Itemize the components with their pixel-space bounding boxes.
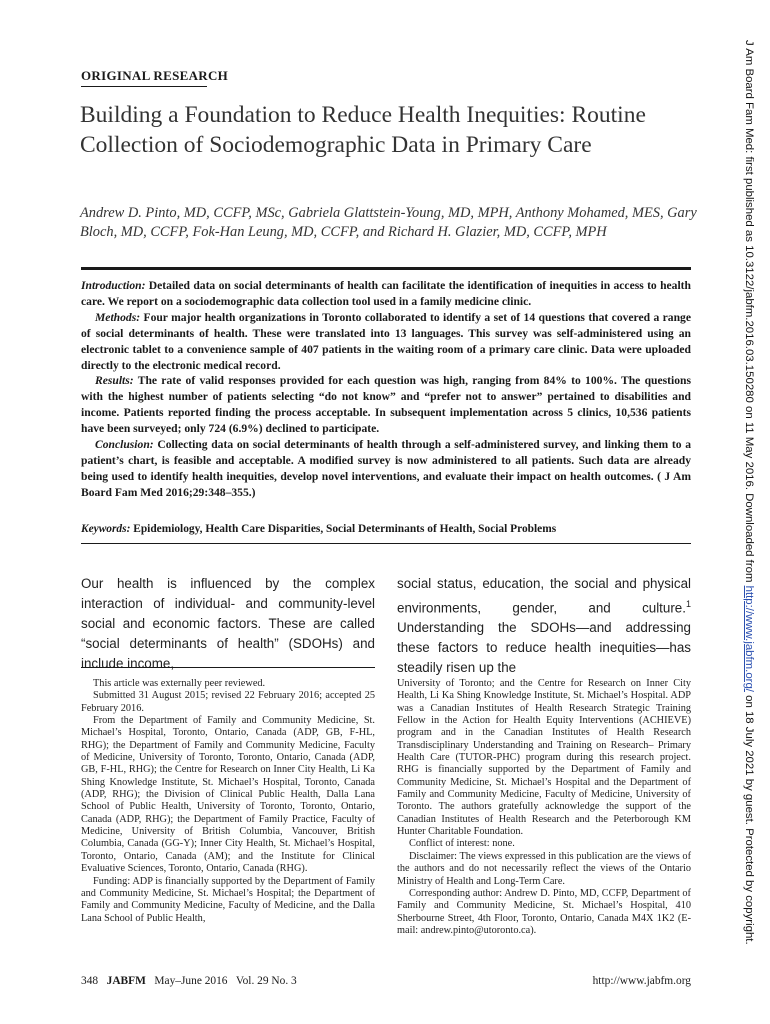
footnote-funding: Funding: ADP is financially supported by the Department of Family and Community Medicine, St. Michael’s Hospital; the Department of Family and Community Medicine, Faculty of Medicine, and the Dalla Lana School of Public Health, [81,875,375,924]
keywords-label: Keywords: [81,523,131,535]
abstract-conclusion [81,437,691,501]
body-text-right-start: social status, education, the social and physical environments, gender, and culture. [397,576,691,616]
keywords [81,523,691,535]
results-label: Results: [95,374,134,388]
footnote-affiliations: From the Department of Family and Community Medicine, St. Michael’s Hospital, Toronto, Ontario, Canada (ADP, GB, F-HL, RHG); the Department of Family and Community Medicine, Faculty of Medicine, University of Toronto, Toronto, Ontario, Canada (ADP, GB, F-HL, RHG); the Centre for Research on Inner City Health, Li Ka Shing Knowledge Institute, St. Michael’s Hospital, Toronto, Canada (ADP, RHG); the Division of Clinical Public Health, Dalla Lana School of Public Health, University of Toronto, Toronto, Ontario, Canada (ADP, RHG); the Department of Family Practice, Faculty of Medicine, University of British Columbia, Vancouver, British Columbia, Canada (GG-Y); Inner City Health, St. Michael’s Hospital, Toronto, Ontario, Canada (AM); and the Institute for Clinical Evaluative Sciences, Toronto, Ontario, Canada (RHG). [81,715,375,875]
footnote-funding-continued: University of Toronto; and the Centre for Research on Inner City Health, Li Ka Shing Knowledge Institute, St. Michael’s Hospital. ADP was a Canadian Institutes of Health Research Strategic Training Fellow in the Action for Health Equity Interventions (ACHIEVE) program and in the Canadian Institutes of Health Research Transdisciplinary Understanding and Training on Research– Primary Health Care (TUTOR-PHC) program during this research project. RHG is financially supported by the Department of Family and Community Medicine, St. Michael’s Hospital and the Department of Family and Community Medicine, Faculty of Medicine, University of Toronto. The authors gratefully acknowledge the support of the Canadian Institutes of Health Research and the Peterborough KM Hunter Charitable Foundation. [397,678,691,838]
abstract-introduction [81,278,691,310]
side-notice-text [743,40,755,945]
conclusion-label: Conclusion: [95,438,154,452]
keywords-rule [81,543,691,544]
side-copyright-notice [743,40,767,1000]
introduction-label: Introduction: [81,279,146,292]
page-number: 348 [81,975,99,987]
footnote-review: This article was externally peer reviewed. [93,678,266,689]
footnote-conflict: Conflict of interest: none. [409,838,515,850]
section-divider [81,86,207,87]
results-text: The rate of valid responses provided for each question was high, ranging from 84% to 100%. The questions with the highest number of patients selecting “do not know” and “prefer not to answer” pertained to disabilities and income. Patients reported finding the process acceptable. In subsequent implementation across 5 clinics, 10,536 patients have been surveyed; only 724 (6.9%) declined to participate. [81,374,691,436]
side-notice-end: on 18 July 2021 by guest. Protected by copyright. [743,691,755,945]
keywords-text: Epidemiology, Health Care Disparities, Social Determinants of Health, Social Problems [133,523,557,535]
article-title: Building a Foundation to Reduce Health Inequities: Routine Collection of Sociodemographic Data in Primary Care [80,102,646,158]
side-notice-link[interactable]: http://www.jabfm.org/ [743,585,755,692]
footnote-corresponding-author: Corresponding author: Andrew D. Pinto, MD, CCFP, Department of Family and Community Medicine, St. Michael’s Hospital, 410 Sherbourne Street, 4th Floor, Toronto, Ontario, Canada M4X 1K2 (E-mail: andrew.pinto@utoronto.ca). [397,887,691,936]
methods-text: Four major health organizations in Toronto collaborated to identify a set of 14 questions that covered a range of social determinants of health. These were translated into 13 languages. This survey was self-administered using an electronic tablet to a convenience sample of 407 patients in the waiting room of a primary care clinic. Data were uploaded directly to the electronic medical record. [81,310,691,372]
abstract-top-rule [81,267,691,270]
journal-name: JABFM [106,975,146,987]
body-text-right [397,574,691,678]
body-text-right-end: Understanding the SDOHs—and addressing these factors to reduce health inequities—has steadily risen up the [397,620,691,676]
side-notice-start: J Am Board Fam Med: first published as 10.3122/jabfm.2016.03.150280 on 11 May 2016. Downloaded from [743,40,755,586]
body-text-left: Our health is influenced by the complex interaction of individual- and community-level social and economic factors. These are called “social determinants of health” (SDOHs) and include income, [81,576,375,671]
reference-marker: 1 [685,599,691,609]
introduction-text: Detailed data on social determinants of health can facilitate the identification of inequities in access to health care. We report on a sociodemographic data collection tool used in a family medicine clinic. [81,279,691,308]
page-footer [81,975,691,987]
footnote-rule [81,667,375,668]
author-list: Andrew D. Pinto, MD, CCFP, MSc, Gabriela Glattstein-Young, MD, MPH, Anthony Mohamed, MES, Gary Bloch, MD, CCFP, Fok-Han Leung, MD, CCFP, and Richard H. Glazier, MD, CCFP, MPH [80,205,697,241]
conclusion-text: Collecting data on social determinants of health through a self-administered survey, and linking them to a patient’s chart, is feasible and acceptable. A modified survey is now administered to all patients. Such data are already being used to identify health inequities, develop novel interventions, and evaluate their impact on health outcomes. ( J Am Board Fam Med 2016;29:348–355.) [81,438,691,499]
abstract [81,278,691,501]
abstract-results [81,373,691,437]
footnote-dates: Submitted 31 August 2015; revised 22 February 2016; accepted 25 February 2016. [81,690,375,714]
footnotes-left [81,678,375,925]
issue-info: May–June 2016 Vol. 29 No. 3 [154,975,297,987]
section-label: ORIGINAL RESEARCH [81,68,229,83]
footnote-disclaimer: Disclaimer: The views expressed in this publication are the views of the authors and do not necessarily reflect the views of the Ontario Ministry of Health and Long-Term Care. [397,850,691,887]
footnotes-right [397,678,691,937]
methods-label: Methods: [95,310,141,324]
journal-url[interactable]: http://www.jabfm.org [592,975,691,987]
abstract-methods [81,310,691,374]
